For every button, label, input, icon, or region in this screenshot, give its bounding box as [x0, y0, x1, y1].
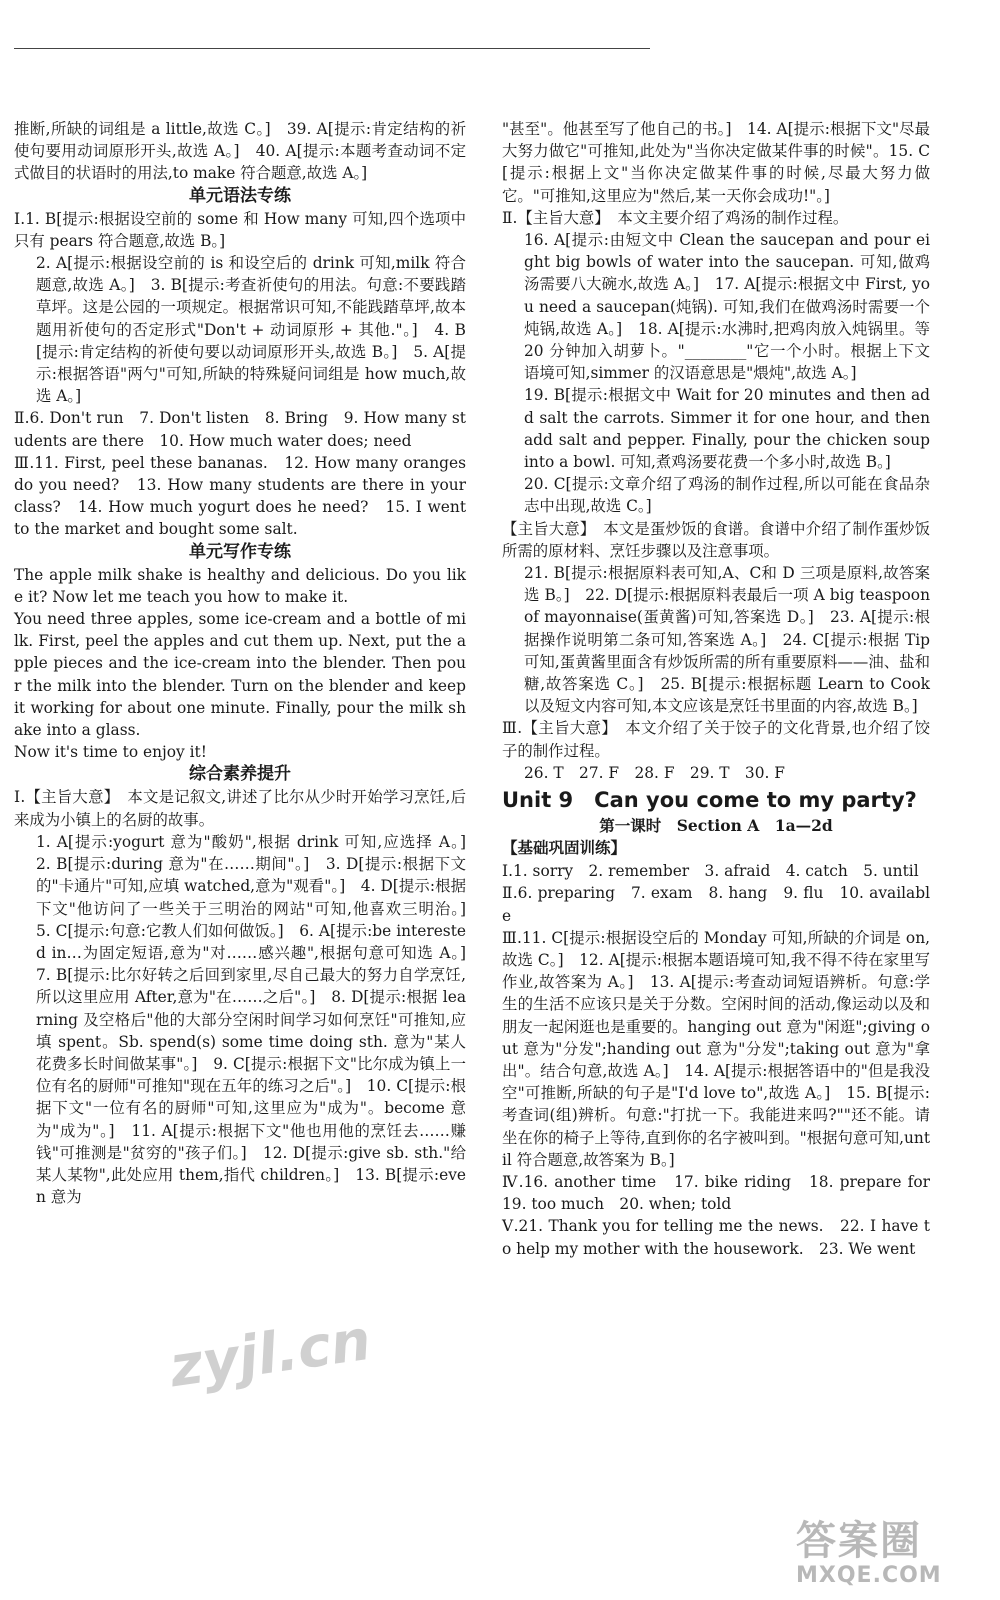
answer-paragraph: Ⅰ.1. sorry 2. remember 3. afraid 4. catch 5. until — [502, 862, 919, 881]
answer-paragraph: Ⅳ.16. another time 17. bike riding 18. prepare for 19. too much 20. when; told — [502, 1172, 946, 1214]
answer-paragraph: Ⅰ.1. B[提示:根据设空前的 some 和 How many 可知,四个选项中只有 pears 符合题意,故选 B。] — [14, 209, 466, 250]
answer-paragraph: 21. B[提示:根据原料表可知,A、C和 D 三项是原料,故答案选 B。] 22. D[提示:根据原料表最后一项 A big teaspoon of mayonnaise(蛋黄酱)可知,答案选 D。] 23. A[提示:根据操作说明第二条可知,答案选 A。] 24. C[提示:根据 Tip 可知,蛋黄酱里面含有炒饭所需的所有重要原料——油、盐和糖,故答案选 C。] 25. B[提示:根据标题 Learn to Cook 以及短文内容可知,本文应该是烹饪书里面的内容,故选 B。] — [524, 564, 930, 716]
watermark-url: MXQE.COM — [796, 1563, 942, 1588]
right-column — [502, 118, 946, 1260]
answer-paragraph: Ⅴ.21. Thank you for telling me the news. 22. I have to help my mother with the housework. 23. We went — [502, 1217, 930, 1258]
left-column — [14, 118, 482, 1208]
answer-paragraph: Ⅰ.【主旨大意】 本文是记叙文,讲述了比尔从少时开始学习烹饪,后来成为小镇上的名厨的故事。 — [14, 788, 466, 829]
answer-paragraph: The apple milk shake is healthy and delicious. Do you like it? Now let me teach you how to make it. — [14, 565, 466, 606]
lesson-title: 第一课时 Section A 1a—2d — [599, 816, 833, 836]
watermark-logo — [796, 1518, 986, 1590]
unit-title: Unit 9 Can you come to my party? — [502, 788, 917, 813]
section-heading: 单元写作专练 — [189, 541, 291, 562]
section-tag: 【基础巩固训练】 — [502, 839, 627, 858]
answer-paragraph: "甚至"。他甚至写了他自己的书。] 14. A[提示:根据下文"尽最大努力做它"可推知,此处为"当你决定做某件事的时候"。15. C[提示:根据上文"当你决定做某件事的时候,尽最大努力做它。"可推知,这里应为"然后,某一天你会成功!"。] — [502, 120, 930, 205]
answer-paragraph: 19. B[提示:根据文中 Wait for 20 minutes and then add salt the carrots. Simmer it for one hour, and then add salt and pepper. Finally, pour the chicken soup into a bowl. 可知,煮鸡汤要花费一个多小时,故选 B。] — [524, 386, 930, 472]
watermark-text: zyjl.cn — [165, 1307, 375, 1401]
answer-paragraph: Ⅱ.6. Don't run 7. Don't listen 8. Bring 9. How many students are there 10. How much water does; need — [14, 409, 466, 450]
answer-paragraph: 1. A[提示:yogurt 意为"酸奶",根据 drink 可知,应选择 A。] 2. B[提示:during 意为"在……期间"。] 3. D[提示:根据下文的"卡通片"可知,应填 watched,意为"观看"。] 4. D[提示:根据下文"他访问了一些关于三明治的网站"可知,他喜欢三明治。] 5. C[提示:句意:它教人们如何做饭。] 6. A[提示:be interested in…为固定短语,意为"对……感兴趣",根据句意可知选 A。] 7. B[提示:比尔好转之后回到家里,尽自己最大的努力自学烹饪,所以这里应用 After,意为"在……之后"。] 8. D[提示:根据 learning 及空格后"他的大部分空闲时间学习如何烹饪"可推知,应填 spent。Sb. spend(s) some time doing sth. 意为"某人花费多长时间做某事"。] 9. C[提示:根据下文"比尔成为镇上一位有名的厨师"可推知"现在五年的练习之后"。] 10. C[提示:根据下文"一位有名的厨师"可知,这里应为"成为"。become 意为"成为"。] 11. A[提示:根据下文"他也用他的烹饪去……赚钱"可推测是"贫穷的"孩子们。] 12. D[提示:give sb. sth."给某人某物",此处应用 them,指代 children。] 13. B[提示:even 意为 — [36, 832, 482, 1207]
answer-paragraph: Ⅱ.6. preparing 7. exam 8. hang 9. flu 10. available — [502, 884, 930, 925]
answer-paragraph: 【主旨大意】 本文是蛋炒饭的食谱。食谱中介绍了制作蛋炒饭所需的原材料、烹饪步骤以及注意事项。 — [502, 519, 930, 560]
top-rule — [14, 48, 650, 49]
answer-paragraph: 推断,所缺的词组是 a little,故选 C。] 39. A[提示:肯定结构的祈使句要用动词原形开头,故选 A。] 40. A[提示:本题考查动词不定式做目的状语时的用法,to make 符合题意,故选 A。] — [14, 120, 466, 183]
watermark-logo-text: 答案圈 — [796, 1518, 922, 1564]
answer-paragraph: Ⅱ.【主旨大意】 本文主要介绍了鸡汤的制作过程。 — [502, 208, 849, 227]
answer-paragraph: Ⅲ.11. First, peel these bananas. 12. How many oranges do you need? 13. How many students are there in your class? 14. How much yogurt does he need? 15. I went to the market and bought some salt. — [14, 453, 466, 539]
section-heading: 单元语法专练 — [189, 185, 291, 206]
answer-paragraph: You need three apples, some ice-cream and a bottle of milk. First, peel the apples and cut them up. Next, put the apple pieces and the ice-cream into the blender. Then pour the milk into the blender. Turn on the blender and keep it working for about one minute. Finally, pour the milk shake into a glass. — [14, 610, 466, 740]
answer-paragraph: Ⅲ.11. C[提示:根据设空后的 Monday 可知,所缺的介词是 on,故选 C。] 12. A[提示:根据本题语境可知,我不得不待在家里写作业,故答案为 A。] 13. A[提示:考查动词短语辨析。句意:学生的生活不应该只是关于分数。空闲时间的活动,像运动以及和朋友一起闲逛也是重要的。hanging out 意为"闲逛";giving out 意为"分发";handing out 意为"分发";taking out 意为"拿出"。结合句意,故选 A。] 14. A[提示:根据答语中的"但是我没空"可推断,所缺的句子是"I'd love to",故选 A。] 15. B[提示:考查词(组)辨析。句意:"打扰一下。我能进来吗?""还不能。请坐在你的椅子上等待,直到你的名字被叫到。"根据句意可知,until 符合题意,故答案为 B。] — [502, 928, 930, 1169]
answer-paragraph: 26. T 27. F 28. F 29. T 30. F — [524, 763, 785, 782]
answer-paragraph: 20. C[提示:文章介绍了鸡汤的制作过程,所以可能在食品杂志中出现,故选 C。] — [524, 475, 930, 516]
answer-paragraph: Now it's time to enjoy it! — [14, 743, 207, 762]
answer-paragraph: 2. A[提示:根据设空前的 is 和设空后的 drink 可知,milk 符合题意,故选 A。] 3. B[提示:考查祈使句的用法。句意:不要践踏草坪。这是公园的一项规定。根据常识可知,不能践踏草坪,故本题用祈使句的否定形式"Don't + 动词原形 + 其他."。] 4. B[提示:肯定结构的祈使句要以动词原形开头,故选 B。] 5. A[提示:根据答语"两勺"可知,所缺的特殊疑问词组是 how much,故选 A。] — [36, 254, 466, 406]
section-heading: 综合素养提升 — [189, 764, 291, 785]
answer-paragraph: Ⅲ.【主旨大意】 本文介绍了关于饺子的文化背景,也介绍了饺子的制作过程。 — [502, 719, 930, 760]
answer-paragraph: 16. A[提示:由短文中 Clean the saucepan and pour eight big bowls of water into the saucepan. 可知,做鸡汤需要八大碗水,故选 A。] 17. A[提示:根据文中 First, you need a saucepan(炖锅). 可知,我们在做鸡汤时需要一个炖锅,故选 A。] 18. A[提示:水沸时,把鸡肉放入炖锅里。等 20 分钟加入胡萝卜。"________"它一个小时。根据上下文语境可知,simmer 的汉语意思是"煨炖",故选 A。] — [524, 231, 930, 383]
